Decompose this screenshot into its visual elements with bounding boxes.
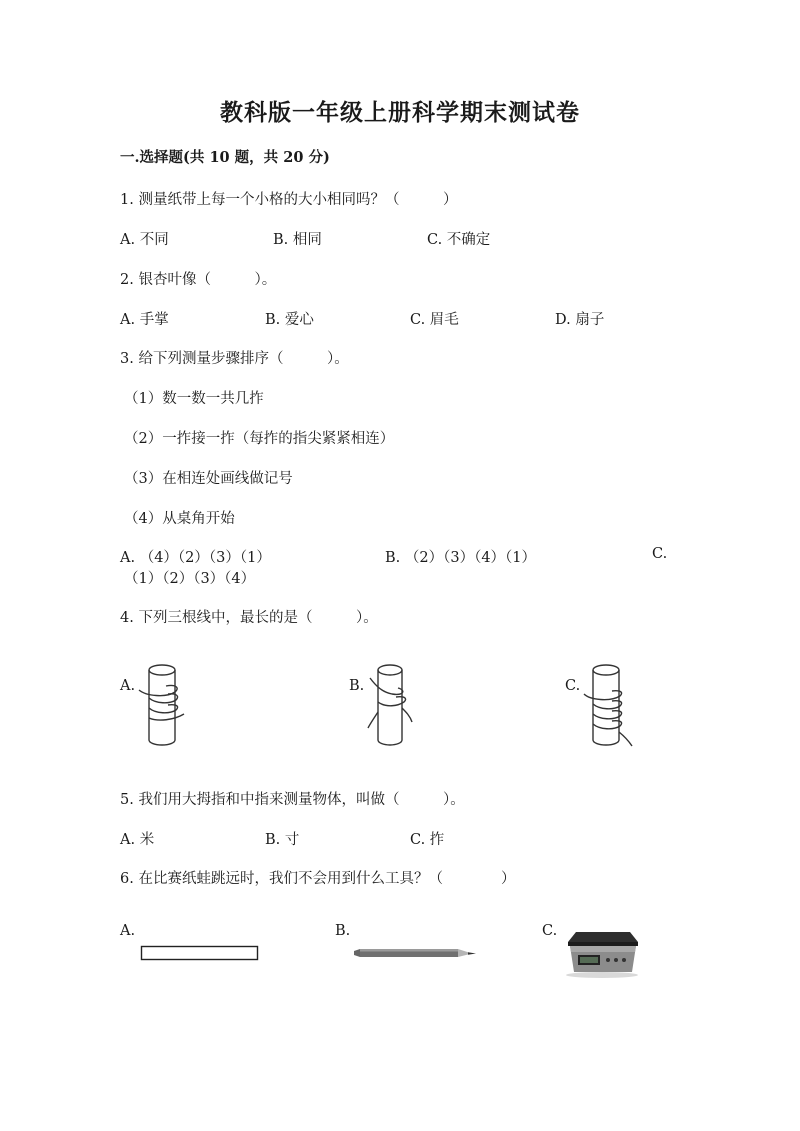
cylinder-c-image [580, 660, 640, 750]
question-5-stem: 5. 我们用大拇指和中指来测量物体，叫做（ ）。 [120, 792, 465, 808]
q2-option-b[interactable]: B. 爱心 [265, 312, 314, 328]
question-3-stem: 3. 给下列测量步骤排序（ ）。 [120, 351, 349, 367]
question-4-stem: 4. 下列三根线中，最长的是（ ）。 [120, 610, 378, 626]
q1-option-a[interactable]: A. 不同 [120, 232, 169, 248]
q5-option-c[interactable]: C. 拃 [410, 832, 445, 848]
q3-step-2: （2）一拃接一拃（每拃的指尖紧紧相连） [124, 431, 395, 447]
q2-option-c[interactable]: C. 眉毛 [410, 312, 459, 328]
question-6-stem: 6. 在比赛纸蛙跳远时，我们不会用到什么工具？（ ） [120, 871, 516, 887]
q3-option-a[interactable]: A. （4）（2）（3）（1） [120, 550, 271, 566]
question-1-stem: 1. 测量纸带上每一个小格的大小相同吗？（ ） [120, 192, 458, 208]
q6-option-a[interactable]: A. [120, 923, 136, 939]
q5-option-a[interactable]: A. 米 [120, 832, 155, 848]
q4-option-b[interactable]: B. [349, 678, 365, 694]
kitchen-scale-image [560, 922, 644, 980]
q3-option-c-text: （1）（2）（3）（4） [124, 571, 256, 587]
cylinder-b-image [362, 660, 422, 750]
page-title: 教科版一年级上册科学期末测试卷 [220, 99, 580, 126]
q3-step-4: （4）从桌角开始 [124, 511, 235, 527]
q3-step-3: （3）在相连处画线做记号 [124, 471, 293, 487]
q5-option-b[interactable]: B. 寸 [265, 832, 300, 848]
section-heading: 一.选择题(共 10 题，共 20 分) [120, 149, 330, 166]
q3-option-c[interactable]: C. [652, 546, 668, 562]
q1-option-b[interactable]: B. 相同 [273, 232, 322, 248]
ruler-strip-image [140, 944, 260, 964]
q1-option-c[interactable]: C. 不确定 [427, 232, 491, 248]
cylinder-a-image [136, 660, 196, 750]
q4-option-c[interactable]: C. [565, 678, 581, 694]
q4-option-a[interactable]: A. [120, 678, 136, 694]
question-2-stem: 2. 银杏叶像（ ）。 [120, 272, 277, 288]
pencil-image [352, 945, 482, 965]
q2-option-a[interactable]: A. 手掌 [120, 312, 169, 328]
q6-option-c[interactable]: C. [542, 923, 558, 939]
q3-step-1: （1）数一数一共几拃 [124, 391, 264, 407]
q2-option-d[interactable]: D. 扇子 [555, 312, 605, 328]
q3-option-b[interactable]: B. （2）（3）（4）（1） [385, 550, 537, 566]
q6-option-b[interactable]: B. [335, 923, 351, 939]
